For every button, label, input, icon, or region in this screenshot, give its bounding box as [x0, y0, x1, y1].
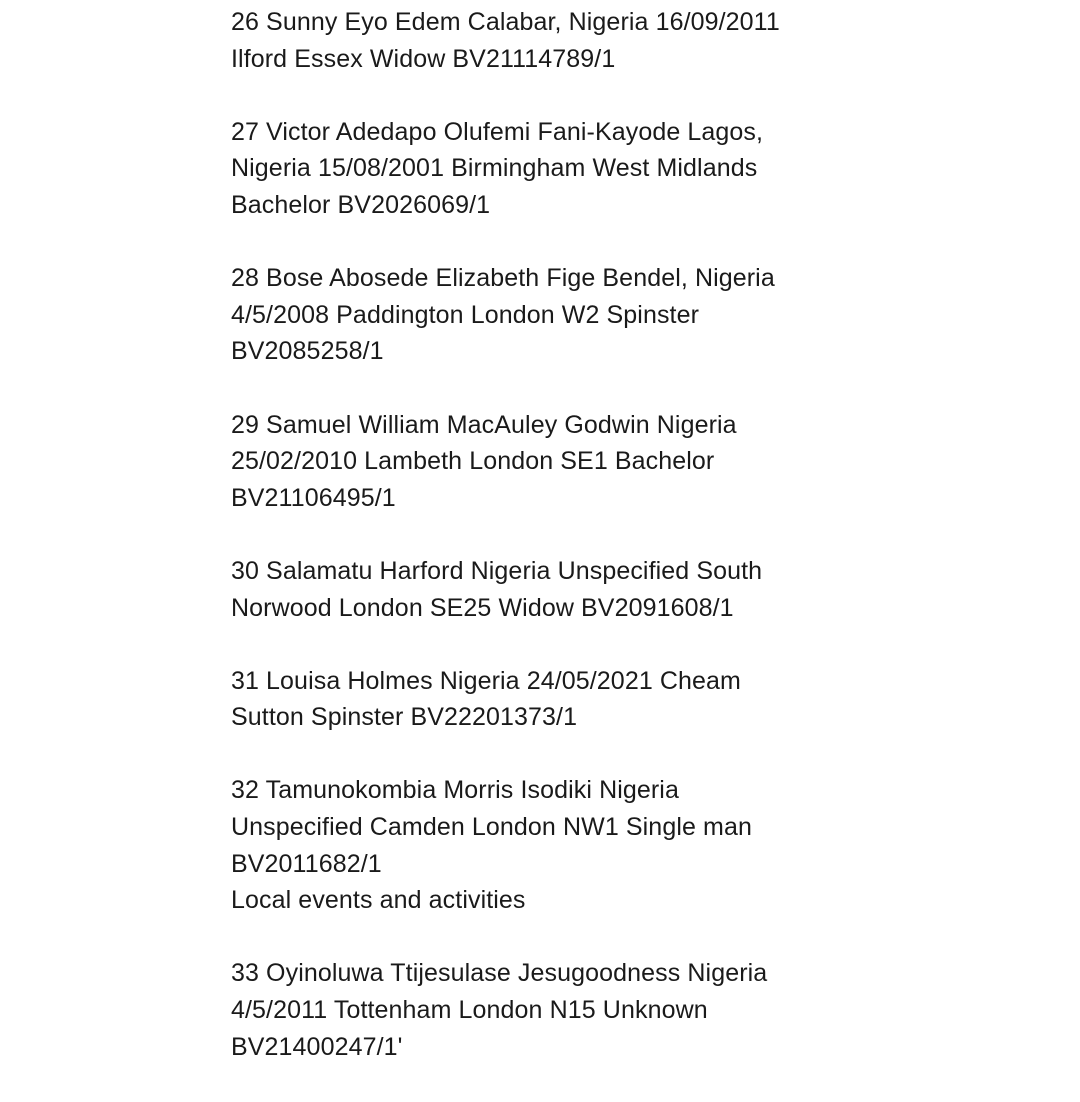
entry-line: 27 Victor Adedapo Olufemi Fani-Kayode Lagos,	[231, 117, 764, 146]
entry-line: 32 Tamunokombia Morris Isodiki Nigeria	[231, 776, 679, 805]
entry-line: 28 Bose Abosede Elizabeth Fige Bendel, Nigeria	[231, 264, 775, 293]
entry-line: BV21400247/1'	[231, 1032, 403, 1061]
entry-line: Nigeria 15/08/2001 Birmingham West Midlands	[231, 154, 758, 183]
entry-line: 29 Samuel William MacAuley Godwin Nigeria	[231, 410, 737, 439]
list-item	[231, 260, 1051, 370]
entry-line: Bachelor BV2026069/1	[231, 190, 491, 219]
list-item	[231, 407, 1051, 517]
list-item	[231, 955, 1051, 1065]
entry-line: Norwood London SE25 Widow BV2091608/1	[231, 593, 734, 622]
entry-line: 4/5/2011 Tottenham London N15 Unknown	[231, 996, 708, 1025]
entry-line: BV21106495/1	[231, 483, 396, 512]
entry-line: 30 Salamatu Harford Nigeria Unspecified South	[231, 556, 763, 585]
entry-line: Sutton Spinster BV22201373/1	[231, 703, 578, 732]
entry-line: 25/02/2010 Lambeth London SE1 Bachelor	[231, 447, 715, 476]
entry-line: BV2011682/1	[231, 849, 382, 878]
entry-line: Local events and activities	[231, 886, 526, 915]
list-item	[231, 114, 1051, 224]
entry-line: Ilford Essex Widow BV21114789/1	[231, 44, 616, 73]
entry-line: 31 Louisa Holmes Nigeria 24/05/2021 Cheam	[231, 666, 741, 695]
entry-line: 33 Oyinoluwa Ttijesulase Jesugoodness Nigeria	[231, 959, 768, 988]
entry-line: 26 Sunny Eyo Edem Calabar, Nigeria 16/09/2011	[231, 8, 780, 36]
entry-line: BV2085258/1	[231, 337, 384, 366]
list-item	[231, 4, 1051, 77]
list-item	[231, 553, 1051, 626]
list-item	[231, 663, 1051, 736]
document-body	[231, 4, 1051, 1102]
entry-line: 4/5/2008 Paddington London W2 Spinster	[231, 300, 700, 329]
list-item	[231, 772, 1051, 918]
entry-line: Unspecified Camden London NW1 Single man	[231, 813, 752, 842]
